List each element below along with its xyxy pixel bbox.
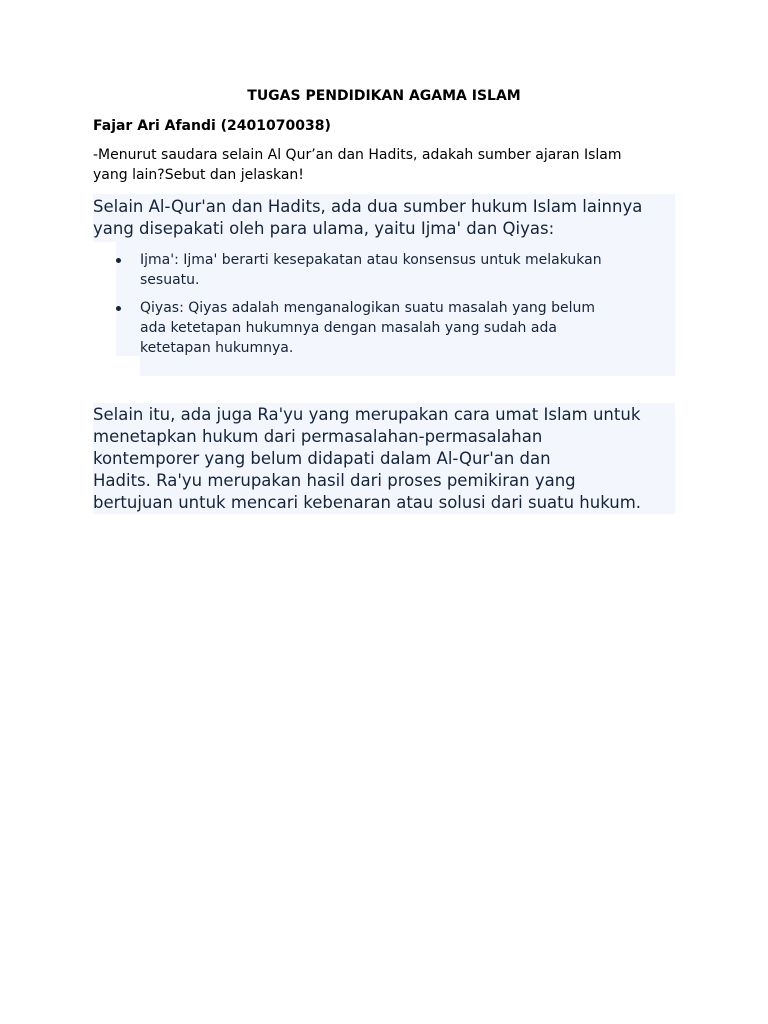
document-title: TUGAS PENDIDIKAN AGAMA ISLAM xyxy=(247,88,521,104)
question-text: -Menurut saudara selain Al Qur’an dan Hadits, adakah sumber ajaran Islam yang lain?Sebut dan jelaskan! xyxy=(93,147,622,183)
paragraph-line: kontemporer yang belum didapati dalam Al-Qur'an dan xyxy=(93,449,551,468)
paragraph-line: bertujuan untuk mencari kebenaran atau solusi dari suatu hukum. xyxy=(93,493,642,512)
paragraph-line: Selain itu, ada juga Ra'yu yang merupakan cara umat Islam untuk xyxy=(93,405,641,424)
bullet-icon xyxy=(116,306,121,311)
answer-list xyxy=(116,250,666,366)
list-item xyxy=(116,298,666,358)
list-item-line: Qiyas: Qiyas adalah menganalogikan suatu masalah yang belum xyxy=(140,300,596,316)
list-item-line: sesuatu. xyxy=(140,272,200,288)
list-item-line: ketetapan hukumnya. xyxy=(140,340,294,356)
paragraph-line: Hadits. Ra'yu merupakan hasil dari proses pemikiran yang xyxy=(93,471,576,490)
paragraph-line: menetapkan hukum dari permasalahan-permasalahan xyxy=(93,427,543,446)
answer-intro xyxy=(93,194,675,242)
bullet-icon xyxy=(116,258,121,263)
answer-intro-line: yang disepakati oleh para ulama, yaitu Ijma' dan Qiyas: xyxy=(93,219,555,238)
answer-intro-line: Selain Al-Qur'an dan Hadits, ada dua sumber hukum Islam lainnya xyxy=(93,197,643,216)
answer-rayu-paragraph xyxy=(93,403,675,514)
list-item xyxy=(116,250,666,290)
list-item-line: Ijma': Ijma' berarti kesepakatan atau konsensus untuk melakukan xyxy=(140,252,602,268)
author-line: Fajar Ari Afandi (2401070038) xyxy=(93,118,331,134)
list-item-line: ada ketetapan hukumnya dengan masalah yang sudah ada xyxy=(140,320,557,336)
